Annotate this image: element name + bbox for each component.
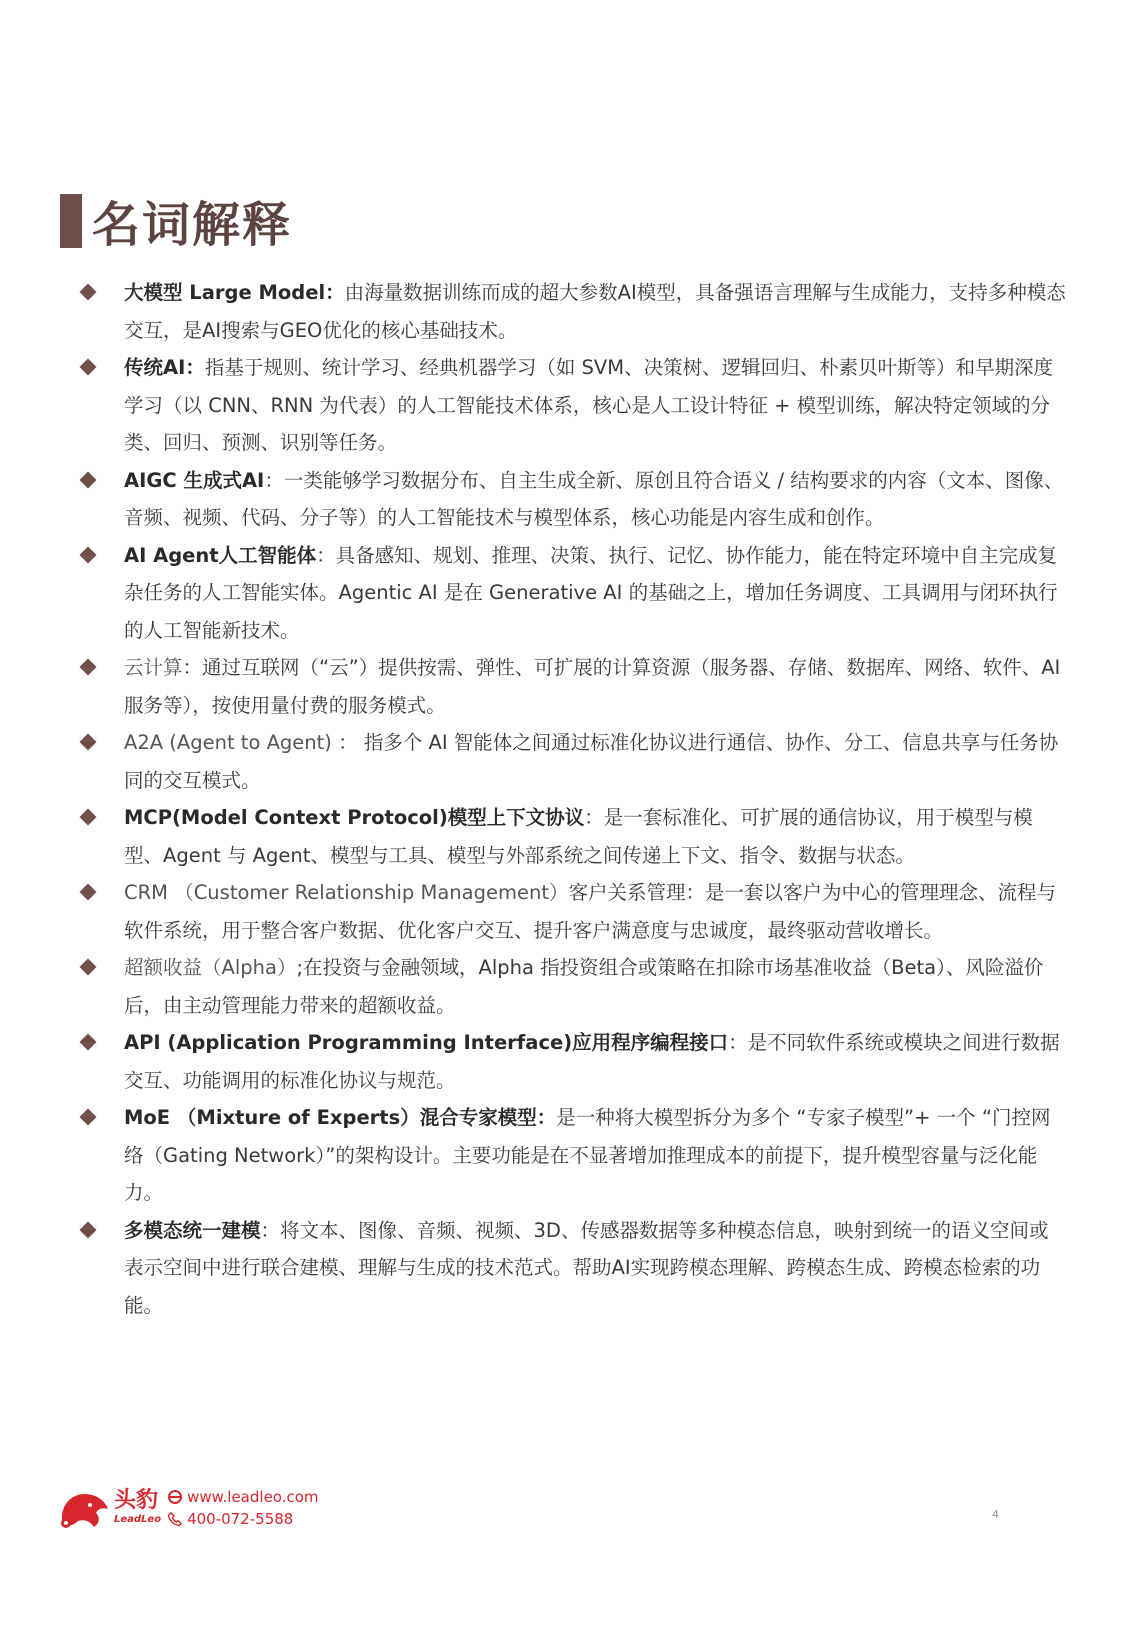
list-item [76, 724, 1066, 799]
term-desc: ;在投资与金融领域，Alpha 指投资组合或策略在扣除市场基准收益（Beta）、风险溢价后，由主动管理能力带来的超额收益。 [124, 956, 1044, 1017]
list-item [76, 537, 1066, 650]
term-name: 多模态统一建模 [124, 1218, 261, 1242]
brand [114, 1489, 161, 1527]
list-item [76, 1212, 1066, 1325]
list-item [76, 349, 1066, 462]
term-name: 传统AI： [124, 356, 205, 379]
title-accent-bar [60, 194, 82, 248]
contact-info [167, 1486, 318, 1530]
leopard-logo-icon [56, 1485, 110, 1531]
website-row [167, 1486, 318, 1508]
diamond-bullet-icon [80, 884, 97, 901]
brand-name-en: LeadLeo [114, 1514, 162, 1525]
diamond-bullet-icon [80, 1221, 97, 1238]
page-number: 4 [992, 1508, 999, 1521]
brand-name-cn: 头豹 [114, 1488, 159, 1513]
term-name: AIGC 生成式AI [124, 468, 265, 492]
term-desc: 是一种将大模型拆分为多个 “专家子模型”+ 一个 “门控网络（Gating Network）”的架构设计。主要功能是在不显著增加推理成本的前提下，提升模型容量与泛化能力。 [124, 1106, 1051, 1204]
diamond-bullet-icon [80, 659, 97, 676]
diamond-bullet-icon [80, 809, 97, 826]
term-desc: ：是不同软件系统或模块之间进行数据交互、功能调用的标准化协议与规范。 [124, 1031, 1060, 1092]
term-desc: 由海量数据训练而成的超大参数AI模型，具备强语言理解与生成能力，支持多种模态交互，是AI搜索与GEO优化的核心基础技术。 [124, 281, 1066, 342]
list-item [76, 462, 1066, 537]
term-desc: ： 指多个 AI 智能体之间通过标准化协议进行通信、协作、分工、信息共享与任务协同的交互模式。 [124, 731, 1059, 792]
diamond-bullet-icon [80, 734, 97, 751]
web-e-icon [167, 1489, 183, 1505]
term-name: CRM （Customer Relationship Management） [124, 881, 569, 904]
term-name: 云计算 [124, 656, 183, 679]
term-desc: ：一类能够学习数据分布、自主生成全新、原创且符合语义 / 结构要求的内容（文本、图像、音频、视频、代码、分子等）的人工智能技术与模型体系，核心功能是内容生成和创作。 [124, 468, 1064, 529]
diamond-bullet-icon [80, 1109, 97, 1126]
diamond-bullet-icon [80, 359, 97, 376]
diamond-bullet-icon [80, 1034, 97, 1051]
diamond-bullet-icon [80, 284, 97, 301]
diamond-bullet-icon [80, 959, 97, 976]
term-name: A2A (Agent to Agent) [124, 731, 339, 754]
term-desc: ：通过互联网（“云”）提供按需、弹性、可扩展的计算资源（服务器、存储、数据库、网络、软件、AI 服务等），按使用量付费的服务模式。 [124, 656, 1061, 717]
list-item [76, 274, 1066, 349]
term-name: AI Agent人工智能体 [124, 543, 317, 567]
list-item [76, 1099, 1066, 1212]
term-name: MoE （Mixture of Experts）混合专家模型： [124, 1106, 557, 1129]
list-item [76, 799, 1066, 874]
term-desc: 指基于规则、统计学习、经典机器学习（如 SVM、决策树、逻辑回归、朴素贝叶斯等）和早期深度学习（以 CNN、RNN 为代表）的人工智能技术体系，核心是人工设计特征 + 模型训练，解决特定领域的分类、回归、预测、识别等任务。 [124, 356, 1054, 454]
phone-number: 400-072-5588 [187, 1510, 294, 1528]
footer [56, 1478, 319, 1538]
term-desc: 客户关系管理：是一套以客户为中心的管理理念、流程与软件系统，用于整合客户数据、优化客户交互、提升客户满意度与忠诚度，最终驱动营收增长。 [124, 881, 1056, 942]
term-name: API (Application Programming Interface)应用程序编程接口 [124, 1031, 729, 1054]
list-item [76, 874, 1066, 949]
term-desc: ：将文本、图像、音频、视频、3D、传感器数据等多种模态信息，映射到统一的语义空间或表示空间中进行联合建模、理解与生成的技术范式。帮助AI实现跨模态理解、跨模态生成、跨模态检索的功能。 [124, 1218, 1049, 1317]
website-link[interactable]: www.leadleo.com [187, 1488, 319, 1506]
list-item [76, 949, 1066, 1024]
term-name: 超额收益（Alpha） [124, 956, 297, 979]
diamond-bullet-icon [80, 546, 97, 563]
term-desc: ：具备感知、规划、推理、决策、执行、记忆、协作能力，能在特定环境中自主完成复杂任务的人工智能实体。Agentic AI 是在 Generative AI 的基础之上，增加任务调度、工具调用与闭环执行的人工智能新技术。 [124, 543, 1058, 642]
list-item [76, 1024, 1066, 1099]
phone-row [167, 1508, 318, 1530]
page-title: 名词解释 [92, 197, 293, 253]
page-title-bar [60, 186, 292, 255]
list-item [76, 649, 1066, 724]
diamond-bullet-icon [80, 471, 97, 488]
glossary-list [76, 274, 1066, 1324]
phone-icon [167, 1511, 183, 1527]
term-name: MCP(Model Context Protocol)模型上下文协议 [124, 806, 585, 829]
term-name: 大模型 Large Model： [124, 281, 345, 304]
term-desc: ：是一套标准化、可扩展的通信协议，用于模型与模型、Agent 与 Agent、模型与工具、模型与外部系统之间传递上下文、指令、数据与状态。 [124, 806, 1033, 867]
